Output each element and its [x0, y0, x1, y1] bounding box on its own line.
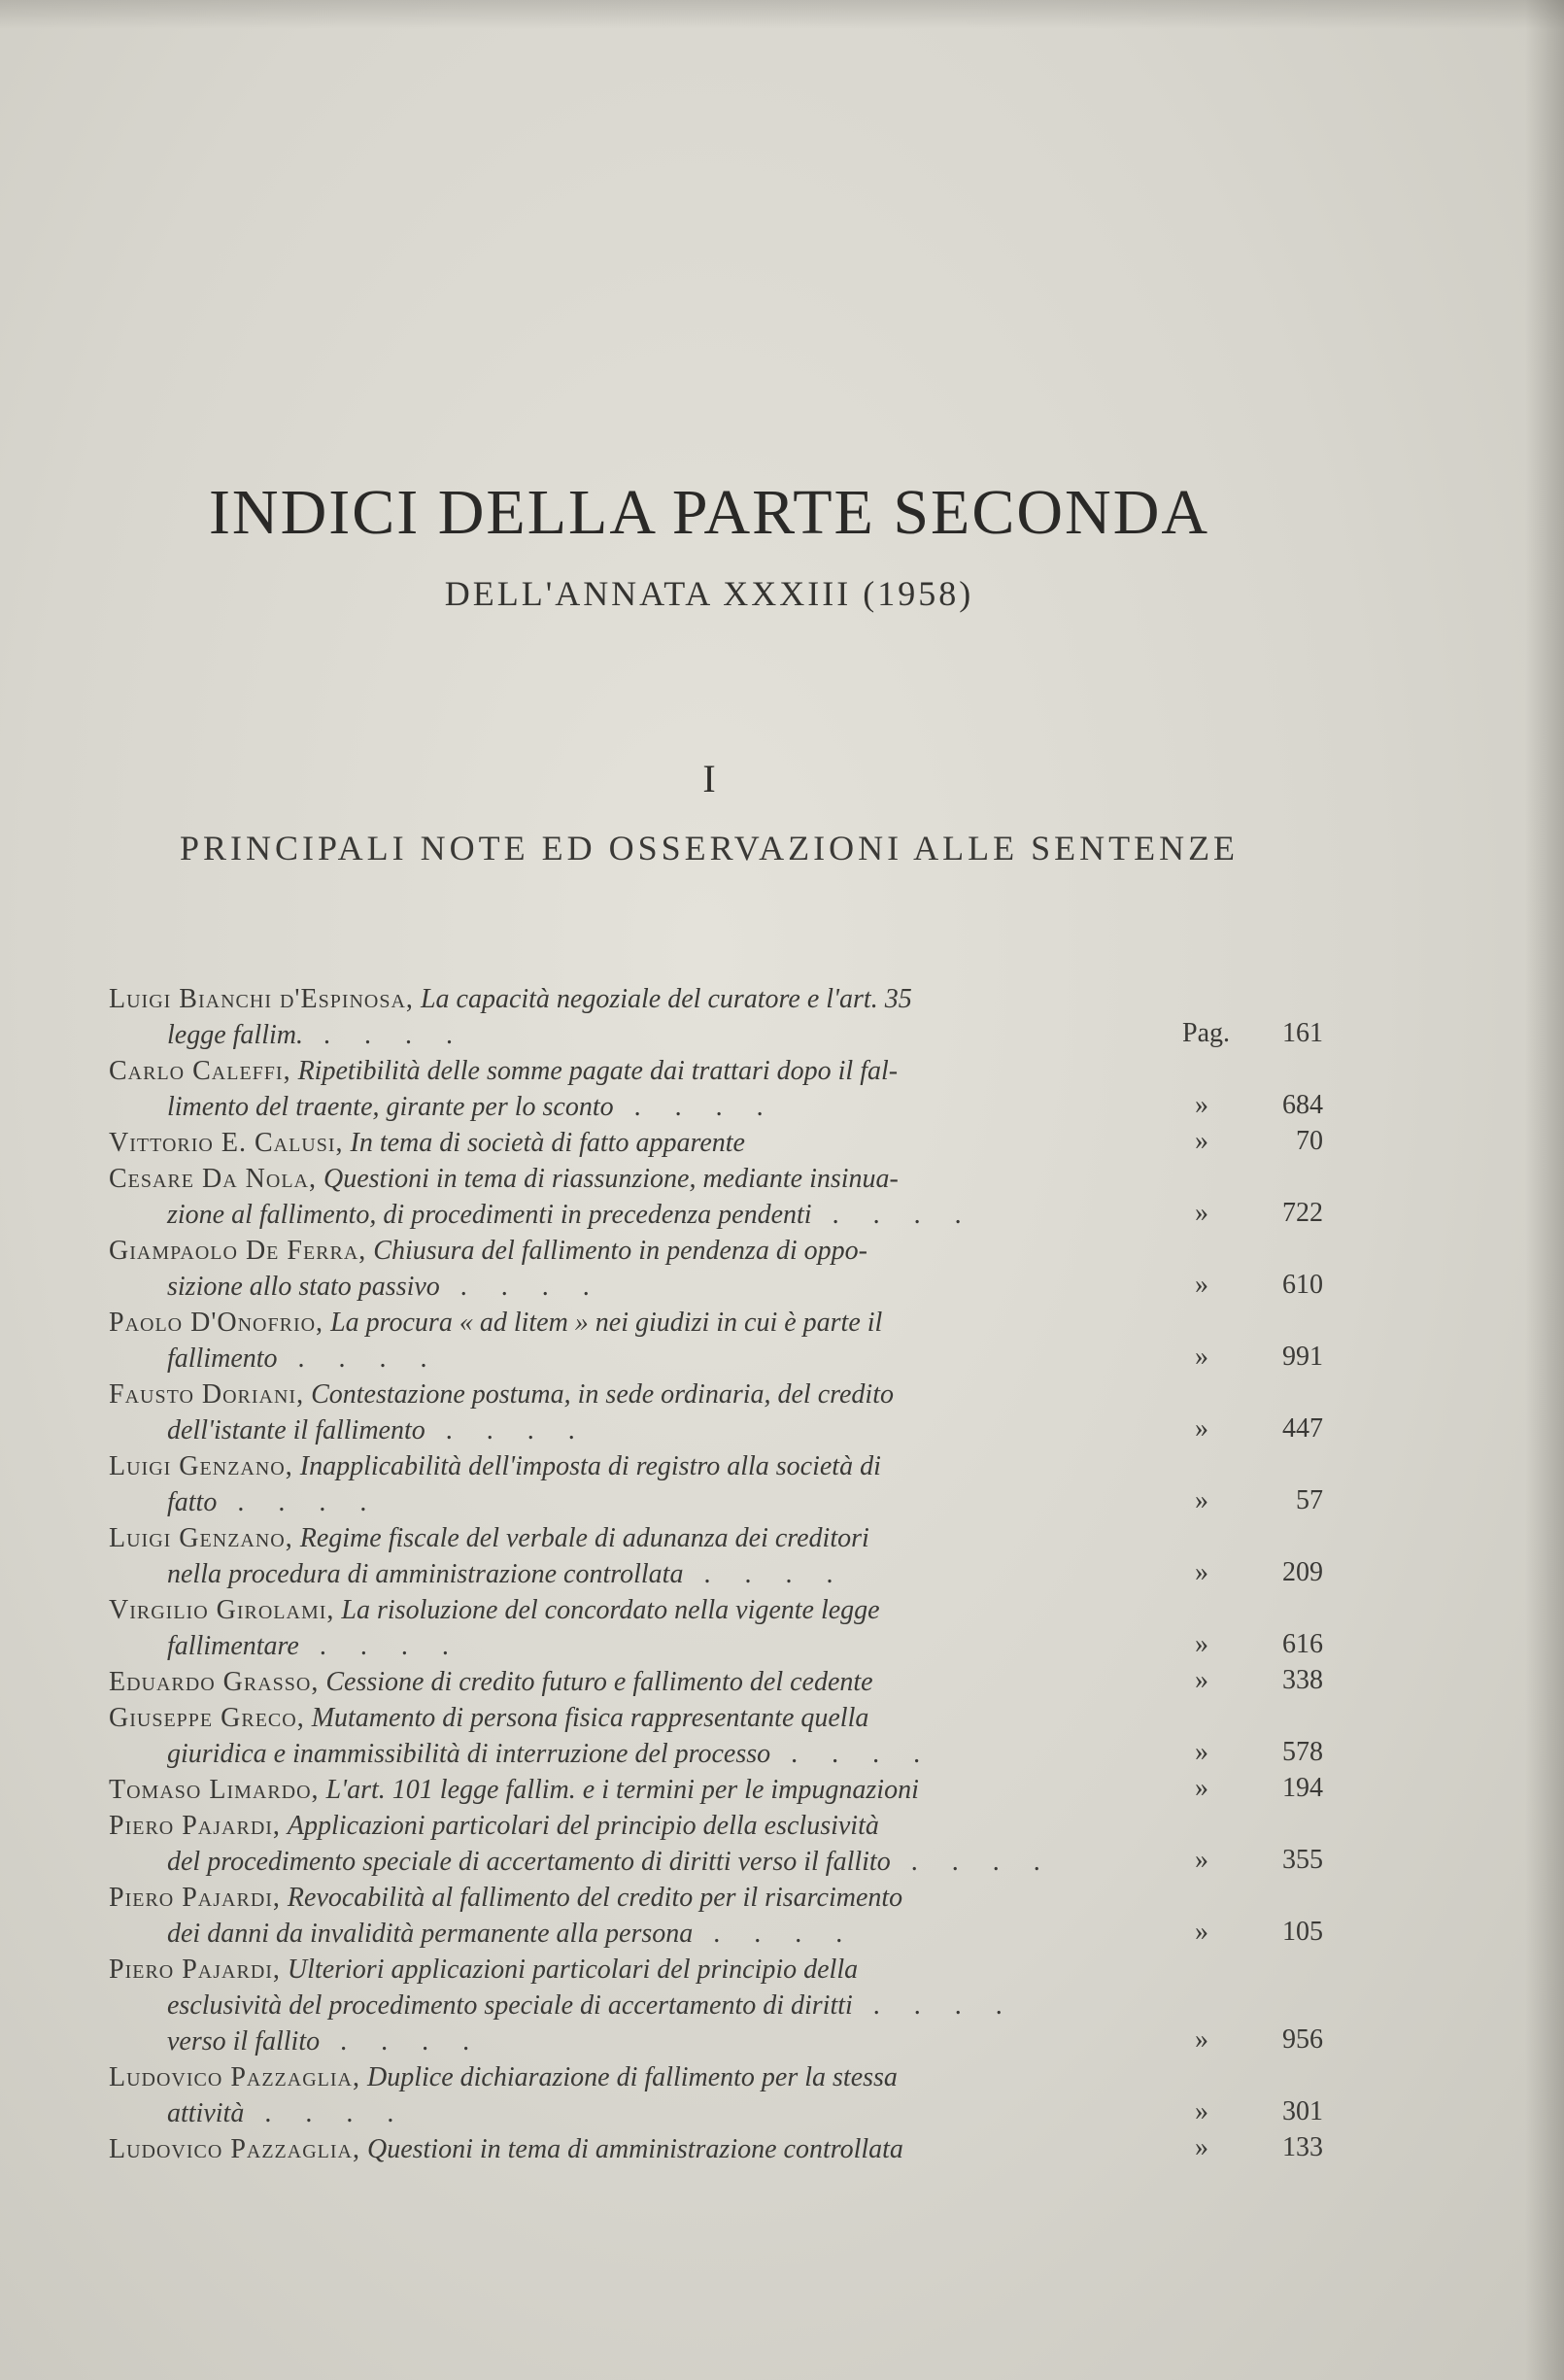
toc-page-prefix: » [1195, 1773, 1208, 1803]
dot-leader: . . . . [693, 1919, 857, 1949]
toc-page-prefix: » [1195, 1629, 1208, 1659]
toc-page-prefix: » [1195, 1270, 1208, 1300]
toc-entry-title-cont: fallimento [167, 1343, 278, 1374]
toc-entry-title: Contestazione postuma, in sede ordinaria, del credito [311, 1379, 894, 1410]
toc-entry-line [109, 1125, 1163, 1161]
page-subtitle: DELL'ANNATA XXXIII (1958) [444, 574, 974, 613]
toc-page-prefix: » [1195, 1665, 1208, 1695]
toc-page-number: 301 [1282, 2096, 1323, 2126]
toc-entry-text [109, 2059, 1163, 2131]
toc-entry [109, 1664, 1323, 1700]
toc-entry-text [109, 1305, 1163, 1377]
toc-entry-author: Piero Pajardi, [109, 1955, 281, 1985]
toc-entry-line [109, 1520, 1163, 1556]
toc-entry-title-cont: del procedimento speciale di accertamento di diritti verso il fallito [167, 1847, 891, 1877]
toc-entry-text [109, 1377, 1163, 1448]
toc-page-number: 616 [1282, 1629, 1323, 1659]
toc-page-number: 133 [1282, 2132, 1323, 2162]
toc-page-prefix: » [1195, 1737, 1208, 1767]
toc-entry-title: Ulteriori applicazioni particolari del principio della [287, 1955, 859, 1985]
toc-entry-author: Cesare Da Nola, [109, 1164, 318, 1194]
toc-entry-line [109, 1197, 1163, 1233]
toc-entry [109, 1377, 1323, 1448]
dot-leader: . . . . [217, 1487, 381, 1517]
toc-entry-line [109, 1844, 1163, 1880]
toc-entry [109, 2059, 1323, 2131]
toc-entry-title: Questioni in tema di riassunzione, mediante insinua- [323, 1164, 899, 1194]
toc-page-prefix: » [1195, 2096, 1208, 2126]
toc-entry-line [109, 1592, 1163, 1628]
toc-entry-line [109, 1305, 1163, 1341]
toc-entry-author: Virgilio Girolami, [109, 1595, 335, 1625]
toc-entry-line [109, 1269, 1163, 1305]
toc-entry-line [109, 2095, 1163, 2131]
toc-entry-author: Tomaso Limardo, [109, 1775, 320, 1805]
toc-entry [109, 1808, 1323, 1880]
toc-entry [109, 1880, 1323, 1952]
toc-entry-title: Applicazioni particolari del principio della esclusività [287, 1811, 879, 1841]
toc-entry-title-cont: fatto [167, 1487, 218, 1517]
table-of-contents [109, 981, 1323, 2167]
toc-entry-line [109, 2059, 1163, 2095]
toc-entry [109, 2131, 1323, 2167]
toc-page-prefix: » [1195, 2132, 1208, 2162]
toc-entry-title-cont: legge fallim. [167, 1020, 303, 1050]
toc-entry-text [109, 1952, 1163, 2059]
toc-page-prefix: » [1195, 1126, 1208, 1156]
toc-entry-text [109, 1161, 1163, 1233]
toc-entry-title-cont: sizione allo stato passivo [167, 1272, 440, 1302]
toc-entry-text [109, 2131, 1163, 2167]
toc-entry-text [109, 1808, 1163, 1880]
toc-entry-title-cont: giuridica e inammissibilità di interruzione del processo [167, 1739, 771, 1769]
toc-entry-author: Ludovico Pazzaglia, [109, 2062, 360, 2092]
toc-page-prefix: Pag. [1182, 1018, 1230, 1048]
toc-entry-line [109, 1412, 1163, 1448]
toc-entry-line [109, 1053, 1163, 1089]
dot-leader: . . . . [298, 1631, 462, 1661]
toc-page-number: 447 [1282, 1413, 1323, 1444]
toc-page-number: 684 [1282, 1090, 1323, 1120]
dot-leader: . . . . [811, 1200, 975, 1230]
toc-page-number: 722 [1282, 1198, 1323, 1228]
toc-page-number: 338 [1282, 1665, 1323, 1695]
toc-page-number: 610 [1282, 1270, 1323, 1300]
toc-entry [109, 1952, 1323, 2059]
toc-entry-author: Ludovico Pazzaglia, [109, 2134, 360, 2164]
toc-entry-author: Giuseppe Greco, [109, 1703, 305, 1733]
toc-entry-line [109, 2131, 1163, 2167]
toc-entry-title: Questioni in tema di amministrazione controllata [366, 2134, 903, 2164]
toc-page-number: 105 [1282, 1917, 1323, 1947]
toc-entry-line [109, 1233, 1163, 1269]
page-spine-shadow [1525, 0, 1564, 2380]
toc-page-prefix: » [1195, 2024, 1208, 2055]
page-title: INDICI DELLA PARTE SECONDA [208, 477, 1210, 548]
toc-entry [109, 981, 1323, 1053]
toc-entry-author: Giampaolo De Ferra, [109, 1236, 367, 1266]
toc-entry-text [109, 1448, 1163, 1520]
toc-entry-title: La capacità negoziale del curatore e l'art. 35 [420, 984, 912, 1014]
toc-page-prefix: » [1195, 1198, 1208, 1228]
toc-entry-title: Cessione di credito futuro e fallimento del cedente [325, 1667, 873, 1697]
toc-entry-text [109, 1125, 1163, 1161]
toc-entry-title-cont: attività [167, 2098, 245, 2128]
toc-page-prefix: » [1195, 1342, 1208, 1372]
toc-entry-title: Chiusura del fallimento in pendenza di oppo- [373, 1236, 867, 1266]
toc-entry-title-cont: limento del traente, girante per lo sconto [167, 1092, 614, 1122]
toc-entry-line [109, 1808, 1163, 1844]
toc-entry-title-cont: fallimentare [167, 1631, 299, 1661]
toc-entry-text [109, 1880, 1163, 1952]
toc-entry-text [109, 1233, 1163, 1305]
toc-entry-author: Eduardo Grasso, [109, 1667, 320, 1697]
toc-entry-line [109, 1880, 1163, 1916]
toc-entry-line [109, 1161, 1163, 1197]
toc-entry [109, 1592, 1323, 1664]
dot-leader: . . . . [244, 2098, 408, 2128]
toc-entry-title: La procura « ad litem » nei giudizi in cui è parte il [330, 1308, 883, 1338]
toc-entry [109, 1233, 1323, 1305]
toc-entry-title: Mutamento di persona fisica rappresentante quella [311, 1703, 869, 1733]
toc-entry [109, 1520, 1323, 1592]
toc-entry-line [109, 1700, 1163, 1736]
toc-entry-title-cont: nella procedura di amministrazione controllata [167, 1559, 684, 1589]
toc-entry-line [109, 981, 1163, 1017]
toc-entry-title-cont: verso il fallito [167, 2026, 321, 2057]
toc-entry-line [109, 1664, 1163, 1700]
toc-entry-author: Luigi Genzano, [109, 1523, 293, 1553]
toc-page-number: 161 [1282, 1018, 1323, 1048]
toc-entry-title-cont: esclusività del procedimento speciale di accertamento di diritti [167, 1990, 853, 2021]
toc-entry-text [109, 1772, 1163, 1808]
toc-entry-author: Luigi Genzano, [109, 1451, 293, 1481]
dot-leader: . . . . [439, 1272, 603, 1302]
toc-entry-line [109, 1988, 1163, 2023]
toc-page-number: 209 [1282, 1557, 1323, 1587]
toc-entry-author: Piero Pajardi, [109, 1811, 281, 1841]
toc-entry-text [109, 981, 1163, 1053]
toc-entry-author: Luigi Bianchi d'Espinosa, [109, 984, 414, 1014]
toc-entry-title: Duplice dichiarazione di fallimento per la stessa [366, 2062, 898, 2092]
toc-entry-author: Carlo Caleffi, [109, 1056, 291, 1086]
toc-page-prefix: » [1195, 1557, 1208, 1587]
section-number: I [702, 757, 716, 800]
dot-leader: . . . . [613, 1092, 777, 1122]
toc-entry-line [109, 1341, 1163, 1377]
toc-page-prefix: » [1195, 1090, 1208, 1120]
toc-entry-title-cont: dell'istante il fallimento [167, 1415, 425, 1445]
toc-entry-text [109, 1520, 1163, 1592]
toc-entry-author: Fausto Doriani, [109, 1379, 305, 1410]
toc-entry-line [109, 1017, 1163, 1053]
toc-entry-title: Revocabilità al fallimento del credito per il risarcimento [287, 1883, 903, 1913]
toc-page-prefix: » [1195, 1845, 1208, 1875]
toc-entry-title: Ripetibilità delle somme pagate dai trattari dopo il fal- [297, 1056, 899, 1086]
toc-page-number: 355 [1282, 1845, 1323, 1875]
toc-page-number: 70 [1296, 1126, 1323, 1156]
toc-entry [109, 1161, 1323, 1233]
toc-entry-line [109, 1736, 1163, 1772]
toc-entry-title: L'art. 101 legge fallim. e i termini per le impugnazioni [325, 1775, 919, 1805]
toc-entry-title: Inapplicabilità dell'imposta di registro alla società di [299, 1451, 881, 1481]
toc-page-number: 991 [1282, 1342, 1323, 1372]
dot-leader: . . . . [852, 1990, 1016, 2021]
toc-entry-line [109, 2023, 1163, 2059]
toc-entry-text [109, 1700, 1163, 1772]
dot-leader: . . . . [302, 1020, 466, 1050]
toc-page-prefix: » [1195, 1485, 1208, 1515]
toc-page-number: 57 [1296, 1485, 1323, 1515]
toc-entry-line [109, 1556, 1163, 1592]
toc-entry-title: In tema di società di fatto apparente [350, 1128, 745, 1158]
toc-entry-title: Regime fiscale del verbale di adunanza dei creditori [299, 1523, 869, 1553]
page-top-shadow [0, 0, 1564, 29]
toc-entry-line [109, 1628, 1163, 1664]
toc-entry-title-cont: zione al fallimento, di procedimenti in precedenza pendenti [167, 1200, 812, 1230]
toc-entry-text [109, 1592, 1163, 1664]
toc-entry [109, 1772, 1323, 1808]
section-heading: PRINCIPALI NOTE ED OSSERVAZIONI ALLE SENTENZE [179, 829, 1240, 867]
toc-entry-line [109, 1089, 1163, 1125]
toc-entry-text [109, 1053, 1163, 1125]
toc-entry-line [109, 1377, 1163, 1412]
toc-entry-author: Paolo D'Onofrio, [109, 1308, 324, 1338]
dot-leader: . . . . [277, 1343, 441, 1374]
toc-page-number: 956 [1282, 2024, 1323, 2055]
toc-page-prefix: » [1195, 1917, 1208, 1947]
dot-leader: . . . . [425, 1415, 589, 1445]
toc-entry [109, 1305, 1323, 1377]
toc-entry-line [109, 1916, 1163, 1952]
toc-entry [109, 1125, 1323, 1161]
toc-entry-line [109, 1448, 1163, 1484]
dot-leader: . . . . [683, 1559, 847, 1589]
dot-leader: . . . . [320, 2026, 484, 2057]
toc-entry-author: Piero Pajardi, [109, 1883, 281, 1913]
toc-entry [109, 1700, 1323, 1772]
toc-page-number: 194 [1282, 1773, 1323, 1803]
toc-entry-text [109, 1664, 1163, 1700]
toc-entry [109, 1053, 1323, 1125]
toc-entry-line [109, 1484, 1163, 1520]
dot-leader: . . . . [770, 1739, 935, 1769]
toc-page-number: 578 [1282, 1737, 1323, 1767]
dot-leader: . . . . [890, 1847, 1054, 1877]
toc-entry [109, 1448, 1323, 1520]
toc-entry-author: Vittorio E. Calusi, [109, 1128, 344, 1158]
toc-page-prefix: » [1195, 1413, 1208, 1444]
toc-entry-line [109, 1952, 1163, 1988]
toc-entry-title-cont: dei danni da invalidità permanente alla persona [167, 1919, 694, 1949]
toc-entry-title: La risoluzione del concordato nella vigente legge [341, 1595, 880, 1625]
toc-entry-line [109, 1772, 1163, 1808]
